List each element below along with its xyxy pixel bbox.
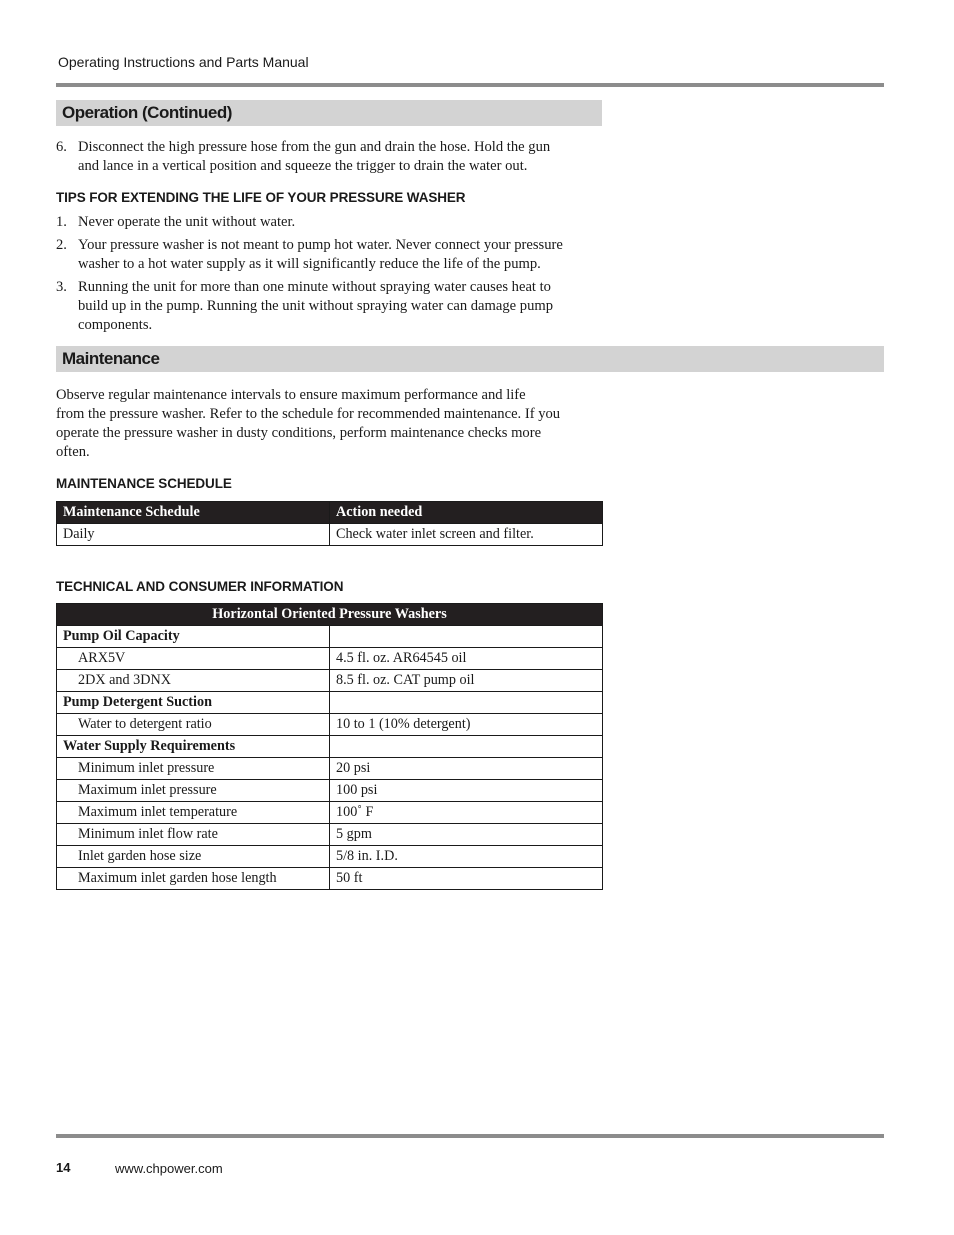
technical-info-heading: TECHNICAL AND CONSUMER INFORMATION xyxy=(56,579,344,594)
intro-line: operate the pressure washer in dusty conditions, perform maintenance checks more xyxy=(56,425,542,441)
table-cell-value: 5/8 in. I.D. xyxy=(330,846,603,868)
technical-info-table xyxy=(56,603,603,890)
table-cell-label: Water to detergent ratio xyxy=(57,714,330,736)
table-row xyxy=(57,758,603,780)
tip-number: 3. xyxy=(56,279,67,295)
table-cell-value: 100 psi xyxy=(330,780,603,802)
table-cell: Daily xyxy=(57,524,330,546)
table-header-row xyxy=(57,604,603,626)
section-heading-maintenance: Maintenance xyxy=(56,346,884,372)
tip-number: 2. xyxy=(56,237,67,253)
table-cell-value: 100˚ F xyxy=(330,802,603,824)
table-row xyxy=(57,670,603,692)
table-cell-label: 2DX and 3DNX xyxy=(57,670,330,692)
maintenance-schedule-table xyxy=(56,501,603,546)
intro-line: from the pressure washer. Refer to the schedule for recommended maintenance. If you xyxy=(56,406,561,422)
tip-line: Never operate the unit without water. xyxy=(78,214,296,230)
footer-rule xyxy=(56,1134,884,1138)
table-title: Horizontal Oriented Pressure Washers xyxy=(57,604,603,626)
table-cell-label: Water Supply Requirements xyxy=(57,736,330,758)
intro-line: often. xyxy=(56,444,90,460)
step-line: and lance in a vertical position and squeeze the trigger to drain the water out. xyxy=(78,158,528,174)
table-cell-value xyxy=(330,692,603,714)
table-row xyxy=(57,714,603,736)
tip-line: build up in the pump. Running the unit without spraying water can damage pump xyxy=(78,298,554,314)
table-row xyxy=(57,868,603,890)
intro-line: Observe regular maintenance intervals to ensure maximum performance and life xyxy=(56,387,526,403)
table-cell-value: 8.5 fl. oz. CAT pump oil xyxy=(330,670,603,692)
table-cell-label: Maximum inlet temperature xyxy=(57,802,330,824)
tips-heading: TIPS FOR EXTENDING THE LIFE OF YOUR PRESSURE WASHER xyxy=(56,190,466,205)
table-cell-label: Minimum inlet flow rate xyxy=(57,824,330,846)
table-row xyxy=(57,736,603,758)
table-cell-value: 10 to 1 (10% detergent) xyxy=(330,714,603,736)
operation-step-6 xyxy=(56,138,604,176)
step-line: Disconnect the high pressure hose from the gun and drain the hose. Hold the gun xyxy=(78,139,551,155)
tip-line: Running the unit for more than one minute without spraying water causes heat to xyxy=(78,279,551,295)
table-cell-label: Pump Oil Capacity xyxy=(57,626,330,648)
table-cell-value xyxy=(330,736,603,758)
table-cell-value xyxy=(330,626,603,648)
column-header: Maintenance Schedule xyxy=(57,502,330,524)
table-cell-label: Minimum inlet pressure xyxy=(57,758,330,780)
table-row xyxy=(57,626,603,648)
table-row xyxy=(57,824,603,846)
table-cell-value: 5 gpm xyxy=(330,824,603,846)
tip-item-2 xyxy=(56,236,604,274)
tip-line: components. xyxy=(78,317,153,333)
table-row xyxy=(57,780,603,802)
footer-url: www.chpower.com xyxy=(115,1161,223,1176)
section-heading-operation: Operation (Continued) xyxy=(56,100,602,126)
table-cell-value: 20 psi xyxy=(330,758,603,780)
table-row xyxy=(57,846,603,868)
tip-item-1 xyxy=(56,213,604,232)
table-row xyxy=(57,692,603,714)
running-header: Operating Instructions and Parts Manual xyxy=(58,54,309,70)
maintenance-schedule-heading: MAINTENANCE SCHEDULE xyxy=(56,476,232,491)
tip-item-3 xyxy=(56,278,604,335)
table-header-row xyxy=(57,502,603,524)
step-number: 6. xyxy=(56,139,67,155)
table-cell-label: Inlet garden hose size xyxy=(57,846,330,868)
tip-line: Your pressure washer is not meant to pump hot water. Never connect your pressure xyxy=(78,237,563,253)
table-cell: Check water inlet screen and filter. xyxy=(330,524,603,546)
table-row xyxy=(57,648,603,670)
column-header: Action needed xyxy=(330,502,603,524)
table-cell-label: Maximum inlet garden hose length xyxy=(57,868,330,890)
maintenance-intro xyxy=(56,386,604,462)
table-cell-label: ARX5V xyxy=(57,648,330,670)
header-rule xyxy=(56,83,884,87)
page-number: 14 xyxy=(56,1160,71,1175)
table-cell-value: 4.5 fl. oz. AR64545 oil xyxy=(330,648,603,670)
table-row xyxy=(57,524,603,546)
tip-number: 1. xyxy=(56,214,67,230)
table-cell-label: Maximum inlet pressure xyxy=(57,780,330,802)
table-cell-label: Pump Detergent Suction xyxy=(57,692,330,714)
table-cell-value: 50 ft xyxy=(330,868,603,890)
tip-line: washer to a hot water supply as it will significantly reduce the life of the pump. xyxy=(78,256,541,272)
table-row xyxy=(57,802,603,824)
